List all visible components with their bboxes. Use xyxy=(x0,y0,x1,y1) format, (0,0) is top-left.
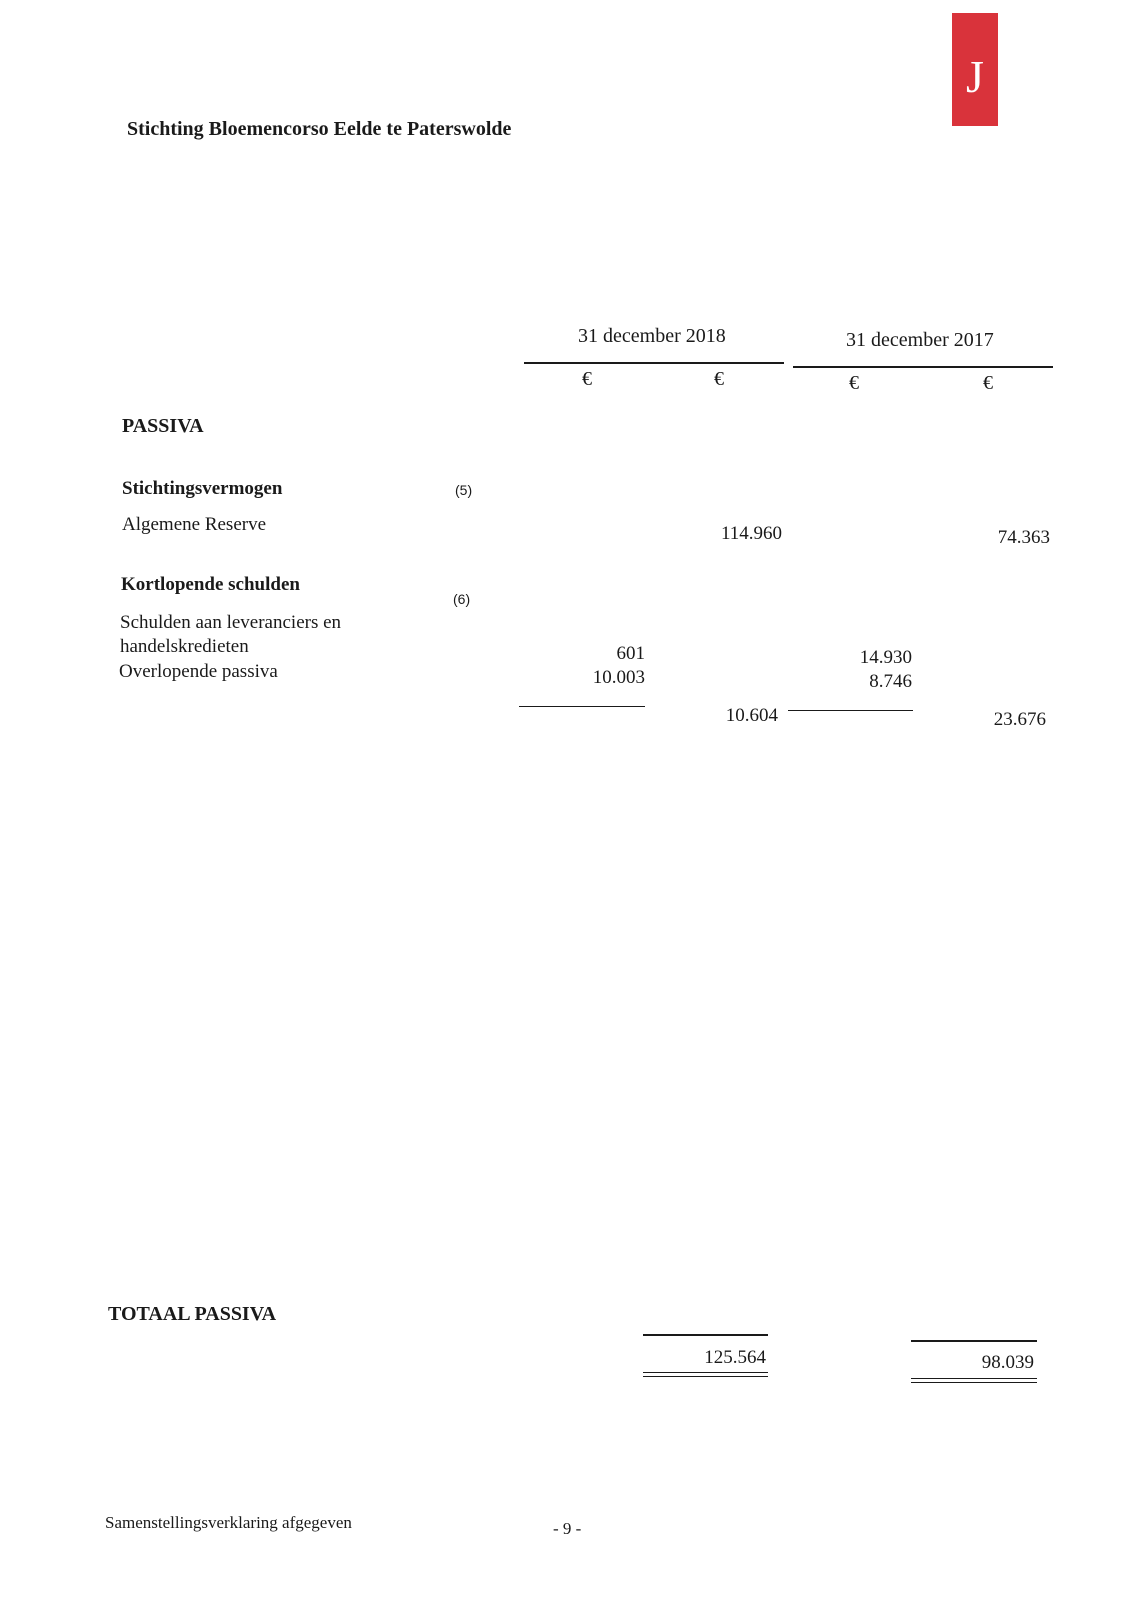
column-header-2018: 31 december 2018 xyxy=(578,325,726,347)
overlopende-passiva-label: Overlopende passiva xyxy=(119,661,278,682)
overlopende-passiva-2018: 10.003 xyxy=(592,667,645,688)
schulden-leveranciers-2018: 601 xyxy=(616,643,645,664)
totaal-passiva-2018: 125.564 xyxy=(704,1347,766,1368)
currency-2017-left: € xyxy=(849,372,859,394)
overlopende-passiva-2017: 8.746 xyxy=(869,671,912,692)
currency-2017-right: € xyxy=(983,372,993,394)
kortlopende-schulden-subtotal-2017: 23.676 xyxy=(993,709,1046,730)
schulden-leveranciers-2017: 14.930 xyxy=(859,647,912,668)
currency-2018-left: € xyxy=(582,368,592,390)
subtotal-rule-2018 xyxy=(519,706,645,707)
kortlopende-schulden-subtotal-2018: 10.604 xyxy=(725,705,778,726)
stichtingsvermogen-note: (5) xyxy=(455,482,473,498)
algemene-reserve-label: Algemene Reserve xyxy=(122,514,267,535)
kortlopende-schulden-note: (6) xyxy=(453,591,471,607)
totaal-passiva-2017: 98.039 xyxy=(981,1352,1034,1373)
currency-2018-right: € xyxy=(714,368,724,390)
subtotal-rule-2017 xyxy=(788,710,913,711)
algemene-reserve-2018: 114.960 xyxy=(720,523,782,544)
column-header-2017-rule xyxy=(793,366,1053,368)
algemene-reserve-2017: 74.363 xyxy=(997,527,1050,548)
page-number: - 9 - xyxy=(553,1519,582,1538)
totaal-top-rule-2018 xyxy=(643,1334,768,1336)
schulden-leveranciers-label-line2: handelskredieten xyxy=(120,636,249,657)
passiva-title: PASSIVA xyxy=(122,415,204,437)
column-header-2018-rule xyxy=(524,362,784,364)
schulden-leveranciers-label-line1: Schulden aan leveranciers en xyxy=(120,612,342,633)
totaal-passiva-label: TOTAAL PASSIVA xyxy=(108,1303,277,1325)
column-header-2017: 31 december 2017 xyxy=(846,329,994,351)
totaal-double-rule-2018 xyxy=(643,1372,768,1377)
totaal-double-rule-2017 xyxy=(911,1378,1037,1383)
kortlopende-schulden-heading: Kortlopende schulden xyxy=(121,574,300,595)
stichtingsvermogen-heading: Stichtingsvermogen xyxy=(122,478,283,499)
totaal-top-rule-2017 xyxy=(911,1340,1037,1342)
organization-title: Stichting Bloemencorso Eelde te Paterswolde xyxy=(127,118,512,140)
footer-note: Samenstellingsverklaring afgegeven xyxy=(105,1513,352,1532)
logo-letter: J xyxy=(966,51,984,102)
company-logo xyxy=(952,13,998,126)
